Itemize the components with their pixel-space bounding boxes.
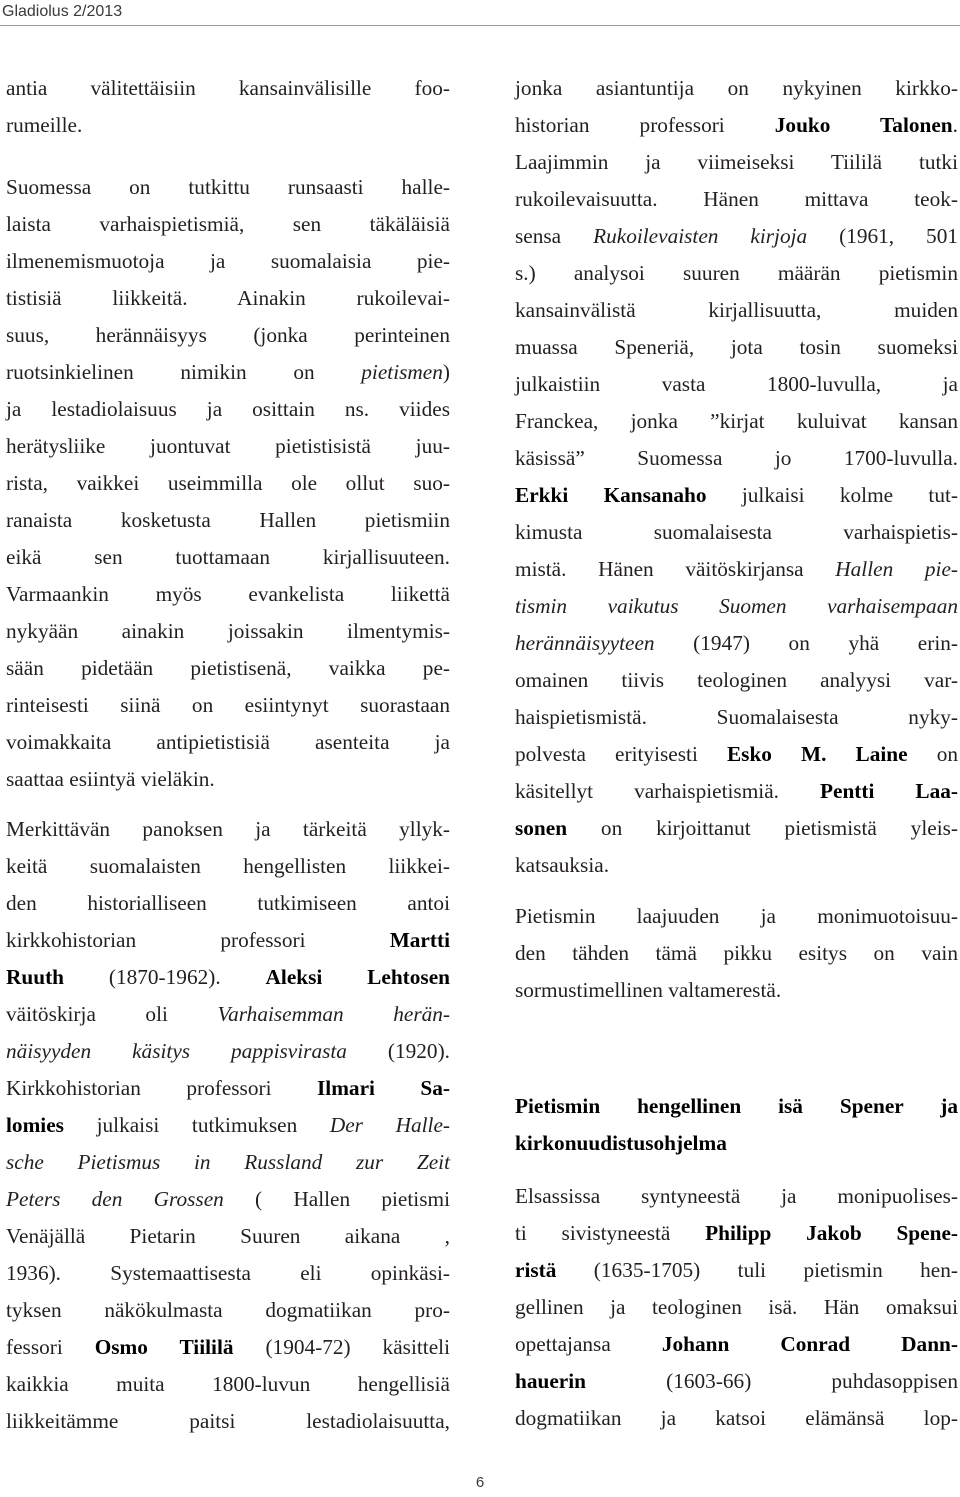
text-segment: ja lestadiolaisuus ja osittain ns. viides <box>6 397 450 421</box>
text-segment: liikkeitämme paitsi lestadiolaisuutta, <box>6 1409 450 1433</box>
text-segment: ( Hallen pietismi <box>223 1187 450 1211</box>
text-segment: ilmenemismuotoja ja suomalaisia pie- <box>6 249 450 273</box>
italic-text: pietismen <box>361 360 443 384</box>
text-line <box>515 1368 958 1394</box>
text-segment: rukoilevaisuutta. Hänen mittava teok- <box>515 187 958 211</box>
text-line <box>515 1405 958 1431</box>
text-line <box>6 927 450 953</box>
bold-text: Esko M. Laine <box>726 742 908 766</box>
text-line <box>6 359 450 385</box>
text-line <box>515 977 958 1003</box>
text-segment: Elsassissa syntyneestä ja monipuolises- <box>515 1184 958 1208</box>
text-segment: tistisiä liikkeitä. Ainakin rukoilevai- <box>6 286 450 310</box>
text-segment: omainen tiivis teologinen analyysi var- <box>515 668 958 692</box>
text-segment: Merkittävän panoksen ja tärkeitä yllyk- <box>6 817 450 841</box>
text-line <box>515 334 958 360</box>
italic-text: Peters den Grossen <box>6 1187 224 1211</box>
text-segment: ti sivistyneestä <box>515 1221 706 1245</box>
text-segment: käsissä” Suomessa jo 1700-luvulla. <box>515 446 958 470</box>
bold-text: Philipp Jakob Spene- <box>705 1221 958 1245</box>
text-line <box>6 692 450 718</box>
text-segment: antia välitettäisiin kansainvälisille foo- <box>6 76 450 100</box>
text-segment: kansainvälistä kirjallisuutta, muiden <box>515 298 958 322</box>
text-segment: ranaista kosketusta Hallen pietismiin <box>6 508 450 532</box>
text-line <box>515 445 958 471</box>
text-segment: kimusta suomalaisesta varhaispietis- <box>515 520 958 544</box>
text-line <box>515 1294 958 1320</box>
text-line <box>6 544 450 570</box>
text-segment: (1904-72) käsitteli <box>233 1335 450 1359</box>
bold-text: ristä <box>515 1258 557 1282</box>
text-line <box>515 704 958 730</box>
text-line <box>6 174 450 200</box>
text-line <box>515 778 958 804</box>
text-line <box>6 433 450 459</box>
text-segment: polvesta erityisesti <box>515 742 727 766</box>
text-segment: den historialliseen tutkimiseen antoi <box>6 891 450 915</box>
text-segment: (1603-66) puhdasoppisen <box>586 1369 958 1393</box>
text-line <box>6 1371 450 1397</box>
text-segment: (1961, 501 <box>807 224 958 248</box>
text-line <box>515 482 958 508</box>
bold-text: Ruuth <box>6 965 65 989</box>
text-line <box>515 408 958 434</box>
text-line <box>6 1297 450 1323</box>
text-line <box>6 853 450 879</box>
text-segment: haispietismistä. Suomalaisesta nyky- <box>515 705 958 729</box>
text-segment: Venäjällä Pietarin Suuren aikana , <box>6 1224 450 1248</box>
text-line <box>515 630 958 656</box>
text-segment: katsauksia. <box>515 853 610 877</box>
text-line <box>6 507 450 533</box>
bold-text: Ilmari Sa- <box>316 1076 451 1100</box>
text-line <box>6 1186 450 1212</box>
text-segment: ) <box>442 360 450 384</box>
text-line <box>6 248 450 274</box>
bold-text: Martti <box>389 928 450 952</box>
bold-text: Pietismin hengellinen isä Spener ja <box>515 1094 958 1118</box>
text-line <box>6 890 450 916</box>
text-segment: käsitellyt varhaispietismiä. <box>515 779 820 803</box>
text-line <box>6 285 450 311</box>
bold-text: Osmo Tiililä <box>94 1335 234 1359</box>
text-segment: laista varhaispietismiä, sen täkäläisiä <box>6 212 450 236</box>
text-line <box>515 186 958 212</box>
publication-title: Gladiolus 2/2013 <box>2 3 123 20</box>
italic-text: Der Halle- <box>329 1113 450 1137</box>
text-line <box>6 1149 450 1175</box>
text-segment: Suomessa on tutkittu runsaasti halle- <box>6 175 450 199</box>
text-line <box>515 112 958 138</box>
bold-text: hauerin <box>515 1369 587 1393</box>
text-segment: Pietismin laajuuden ja monimuotoisuu- <box>515 904 958 928</box>
text-segment: den tähden tämä pikku esitys on vain <box>515 941 958 965</box>
text-segment: voimakkaita antipietistisiä asenteita ja <box>6 730 450 754</box>
text-segment: (1870-1962). <box>64 965 266 989</box>
text-line <box>6 75 450 101</box>
text-segment: historian professori <box>515 113 775 137</box>
text-segment: gellinen ja teologinen isä. Hän omaksui <box>515 1295 958 1319</box>
italic-text: Rukoilevaisten kirjoja <box>593 224 808 248</box>
text-line <box>6 112 450 138</box>
bold-text: Aleksi Lehtosen <box>265 965 450 989</box>
page-number: 6 <box>475 1474 485 1491</box>
text-line <box>6 816 450 842</box>
text-line <box>515 149 958 175</box>
text-segment: tyksen näkökulmasta dogmatiikan pro- <box>6 1298 450 1322</box>
italic-text: herännäisyyteen <box>515 631 655 655</box>
text-line <box>515 852 958 878</box>
italic-text: sche Pietismus in Russland zur Zeit <box>6 1150 450 1174</box>
text-line <box>6 470 450 496</box>
text-line <box>6 1334 450 1360</box>
text-segment: Varmaankin myös evankelista liikettä <box>6 582 450 606</box>
text-line <box>515 371 958 397</box>
text-segment: suus, herännäisyys (jonka perinteinen <box>6 323 450 347</box>
bold-text: Erkki Kansanaho <box>515 483 707 507</box>
text-segment: fessori <box>6 1335 95 1359</box>
text-line <box>515 75 958 101</box>
text-segment: jonka asiantuntija on nykyinen kirkko- <box>515 76 958 100</box>
italic-text: Varhaisemman herän- <box>217 1002 450 1026</box>
text-line <box>515 260 958 286</box>
text-line <box>6 1075 450 1101</box>
text-segment: julkaisi tutkimuksen <box>63 1113 330 1137</box>
text-line <box>515 1257 958 1283</box>
text-line <box>6 211 450 237</box>
bold-text: Johann Conrad Dann- <box>661 1332 958 1356</box>
text-segment: sensa <box>515 224 594 248</box>
text-line <box>6 1001 450 1027</box>
text-line <box>515 741 958 767</box>
text-segment: opettajansa <box>515 1332 662 1356</box>
text-segment: rumeille. <box>6 113 83 137</box>
text-segment: (1947) on yhä erin- <box>654 631 958 655</box>
text-line <box>6 1260 450 1286</box>
bold-text: Pentti Laa- <box>820 779 959 803</box>
text-line <box>6 1223 450 1249</box>
text-line <box>515 1130 958 1156</box>
text-segment: mistä. Hänen väitöskirjansa <box>515 557 836 581</box>
text-line <box>515 815 958 841</box>
bold-text: sonen <box>515 816 568 840</box>
text-line <box>515 223 958 249</box>
text-segment: 1936). Systemaattisesta eli opinkäsi- <box>6 1261 450 1285</box>
text-segment: Kirkkohistorian professori <box>6 1076 317 1100</box>
text-line <box>6 581 450 607</box>
text-segment: sormustimellinen valtamerestä. <box>515 978 782 1002</box>
text-segment: väitöskirja oli <box>6 1002 218 1026</box>
text-segment: (1635-1705) tuli pietismin hen- <box>556 1258 958 1282</box>
text-segment: rista, vaikkei useimmilla ole ollut suo- <box>6 471 450 495</box>
text-segment: muassa Speneriä, jota tosin suomeksi <box>515 335 958 359</box>
page-header <box>0 0 960 26</box>
bold-text: Jouko Talonen <box>774 113 953 137</box>
text-line <box>515 1331 958 1357</box>
text-line <box>6 964 450 990</box>
text-line <box>515 667 958 693</box>
text-segment: s.) analysoi suuren määrän pietismin <box>515 261 958 285</box>
text-line <box>515 1183 958 1209</box>
text-line <box>515 519 958 545</box>
text-segment: on kirjoittanut pietismistä yleis- <box>567 816 958 840</box>
text-line <box>515 1093 958 1119</box>
text-segment: julkaistiin vasta 1800-luvulla, ja <box>515 372 958 396</box>
text-line <box>6 618 450 644</box>
italic-text: tismin vaikutus Suomen varhaisempaan <box>515 594 958 618</box>
italic-text: Hallen pie- <box>835 557 958 581</box>
text-line <box>515 940 958 966</box>
text-segment: Laajimmin ja viimeiseksi Tiililä tutki <box>515 150 958 174</box>
text-segment: Franckea, jonka ”kirjat kuluivat kansan <box>515 409 958 433</box>
text-line <box>6 322 450 348</box>
text-segment: saattaa esiintyä vieläkin. <box>6 767 215 791</box>
text-line <box>515 903 958 929</box>
text-line <box>6 729 450 755</box>
text-line <box>515 593 958 619</box>
text-segment: kirkkohistorian professori <box>6 928 390 952</box>
text-segment: on <box>907 742 958 766</box>
text-line <box>6 1038 450 1064</box>
bold-text: kirkonuudistusohjelma <box>515 1131 727 1155</box>
text-line <box>515 556 958 582</box>
text-segment: julkaisi kolme tut- <box>706 483 958 507</box>
text-line <box>6 766 450 792</box>
text-segment: kaikkia muita 1800-luvun hengellisiä <box>6 1372 450 1396</box>
text-line <box>6 1408 450 1434</box>
bold-text: lomies <box>6 1113 64 1137</box>
text-segment: rinteisesti siinä on esiintynyt suorastaan <box>6 693 450 717</box>
text-segment: herätysliike juontuvat pietistisistä juu- <box>6 434 450 458</box>
italic-text: näisyyden käsitys pappisvirasta <box>6 1039 347 1063</box>
text-segment: nykyään ainakin joissakin ilmentymis- <box>6 619 450 643</box>
text-segment: keitä suomalaisten hengellisten liikkei- <box>6 854 450 878</box>
text-line <box>515 297 958 323</box>
text-line <box>6 655 450 681</box>
text-line <box>6 1112 450 1138</box>
text-line <box>6 396 450 422</box>
text-segment: (1920). <box>346 1039 450 1063</box>
text-segment: eikä sen tuottamaan kirjallisuuteen. <box>6 545 450 569</box>
text-segment: sään pidetään pietistisenä, vaikka pe- <box>6 656 450 680</box>
text-line <box>515 1220 958 1246</box>
text-segment: . <box>952 113 958 137</box>
text-segment: dogmatiikan ja katsoi elämänsä lop- <box>515 1406 958 1430</box>
text-segment: ruotsinkielinen nimikin on <box>6 360 362 384</box>
